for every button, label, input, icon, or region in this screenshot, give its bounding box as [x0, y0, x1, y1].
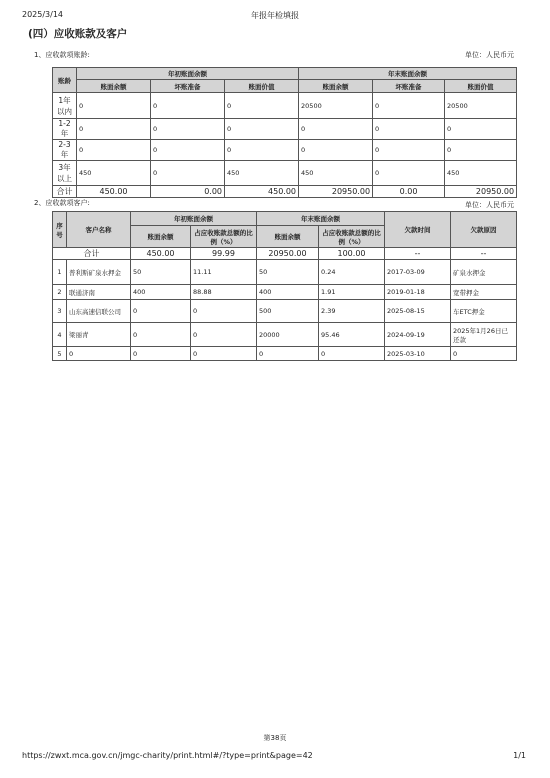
sub-bad-debt: 坏账准备	[151, 80, 225, 93]
row-no: 2	[53, 285, 67, 300]
col-no: 序号	[53, 212, 67, 248]
row-no: 4	[53, 323, 67, 347]
cell: 450	[77, 161, 151, 186]
table-row	[53, 119, 517, 140]
cell: 0	[225, 119, 299, 140]
cell: 2019-01-18	[385, 285, 451, 300]
table-row	[53, 93, 517, 119]
page-count: 1/1	[513, 751, 526, 760]
cell: 500	[257, 300, 319, 323]
cell: 0	[131, 323, 191, 347]
cell: 2025年1月26日已还款	[451, 323, 517, 347]
table-row	[53, 260, 517, 285]
cell: 100.00	[319, 248, 385, 260]
cell: 普利斯矿泉水押金	[67, 260, 131, 285]
cell: 400	[131, 285, 191, 300]
cell: 0.24	[319, 260, 385, 285]
cell: 0.00	[151, 186, 225, 198]
aging-subtitle: 1、应收款项账龄:	[34, 51, 90, 59]
cell: 95.46	[319, 323, 385, 347]
cell: 0	[67, 347, 131, 361]
cell: 2.39	[319, 300, 385, 323]
customers-subtitle: 2、应收款项客户:	[34, 199, 90, 207]
cell: 88.88	[191, 285, 257, 300]
aging-table	[52, 67, 517, 198]
cell: 0	[77, 119, 151, 140]
print-url: https://zwxt.mca.gov.cn/jmgc-charity/print.html#/?type=print&page=42	[22, 751, 313, 760]
cell: 0	[151, 140, 225, 161]
sub-ratio: 占应收账款总额的比例（%）	[191, 226, 257, 248]
table-row	[53, 300, 517, 323]
cell: 梁丽青	[67, 323, 131, 347]
cell: 20950.00	[257, 248, 319, 260]
total-row	[53, 186, 517, 198]
cell: 450	[299, 161, 373, 186]
col-time: 欠款时间	[385, 212, 451, 248]
cell: 0	[451, 347, 517, 361]
cell: 450.00	[77, 186, 151, 198]
total-label: 合计	[53, 186, 77, 198]
cell: 20950.00	[299, 186, 373, 198]
group-end-balance: 年末账面余额	[257, 212, 385, 226]
cell: 矿泉水押金	[451, 260, 517, 285]
cell: 联通济南	[67, 285, 131, 300]
total-row	[53, 248, 517, 260]
group-begin-balance: 年初账面余额	[77, 68, 299, 80]
cell: 450	[225, 161, 299, 186]
section-title: (四）应收账款及客户	[28, 28, 128, 40]
cell: 宽带押金	[451, 285, 517, 300]
row-label: 3年以上	[53, 161, 77, 186]
cell: 11.11	[191, 260, 257, 285]
customers-table	[52, 211, 517, 361]
col-reason: 欠款原因	[451, 212, 517, 248]
cell: 山东高速信联公司	[67, 300, 131, 323]
cell: 450.00	[225, 186, 299, 198]
cell: 车ETC押金	[451, 300, 517, 323]
cell: 20950.00	[445, 186, 517, 198]
cell: 400	[257, 285, 319, 300]
row-no: 5	[53, 347, 67, 361]
row-no: 1	[53, 260, 67, 285]
cell: 2024-09-19	[385, 323, 451, 347]
sub-book-value: 账面价值	[225, 80, 299, 93]
sub-bad-debt: 坏账准备	[373, 80, 445, 93]
cell: 1.91	[319, 285, 385, 300]
table-row	[53, 347, 517, 361]
page-header-title: 年报年检填报	[251, 11, 299, 20]
table-row	[53, 285, 517, 300]
cell: 0	[225, 140, 299, 161]
cell: --	[385, 248, 451, 260]
group-end-balance: 年末账面余额	[299, 68, 517, 80]
cell: 0	[131, 347, 191, 361]
customers-unit: 单位：人民币元	[465, 201, 514, 209]
cell: 0	[319, 347, 385, 361]
table-row	[53, 140, 517, 161]
cell: 0	[77, 140, 151, 161]
cell: 2017-03-09	[385, 260, 451, 285]
total-label: 合计	[53, 248, 131, 260]
cell: 0	[445, 140, 517, 161]
col-aging: 账龄	[53, 68, 77, 93]
cell: 2025-08-15	[385, 300, 451, 323]
cell: 0	[257, 347, 319, 361]
cell: 0	[151, 93, 225, 119]
cell: 0	[131, 300, 191, 323]
cell: 0	[373, 119, 445, 140]
cell: 20500	[299, 93, 373, 119]
cell: 0	[373, 140, 445, 161]
cell: 99.99	[191, 248, 257, 260]
cell: 50	[257, 260, 319, 285]
sub-book-value: 账面价值	[445, 80, 517, 93]
cell: 450.00	[131, 248, 191, 260]
row-label: 2-3年	[53, 140, 77, 161]
cell: 0	[77, 93, 151, 119]
cell: 50	[131, 260, 191, 285]
cell: 0	[299, 140, 373, 161]
sub-balance: 账面余额	[77, 80, 151, 93]
cell: 0	[225, 93, 299, 119]
cell: 0	[299, 119, 373, 140]
cell: 0	[191, 300, 257, 323]
cell: 0	[445, 119, 517, 140]
sub-ratio: 占应收账款总额的比例（%）	[319, 226, 385, 248]
cell: --	[451, 248, 517, 260]
group-begin-balance: 年初账面余额	[131, 212, 257, 226]
cell: 0	[191, 323, 257, 347]
row-no: 3	[53, 300, 67, 323]
cell: 0	[191, 347, 257, 361]
page-number: 第38页	[263, 734, 287, 742]
table-row	[53, 323, 517, 347]
sub-balance: 账面余额	[299, 80, 373, 93]
row-label: 1年以内	[53, 93, 77, 119]
cell: 0	[373, 93, 445, 119]
print-date: 2025/3/14	[22, 10, 64, 19]
sub-balance: 账面余额	[257, 226, 319, 248]
cell: 2025-03-10	[385, 347, 451, 361]
col-customer-name: 客户名称	[67, 212, 131, 248]
table-row	[53, 161, 517, 186]
aging-unit: 单位：人民币元	[465, 51, 514, 59]
sub-balance: 账面余额	[131, 226, 191, 248]
cell: 20000	[257, 323, 319, 347]
cell: 20500	[445, 93, 517, 119]
cell: 0	[151, 161, 225, 186]
cell: 0.00	[373, 186, 445, 198]
cell: 0	[373, 161, 445, 186]
cell: 450	[445, 161, 517, 186]
row-label: 1-2年	[53, 119, 77, 140]
cell: 0	[151, 119, 225, 140]
